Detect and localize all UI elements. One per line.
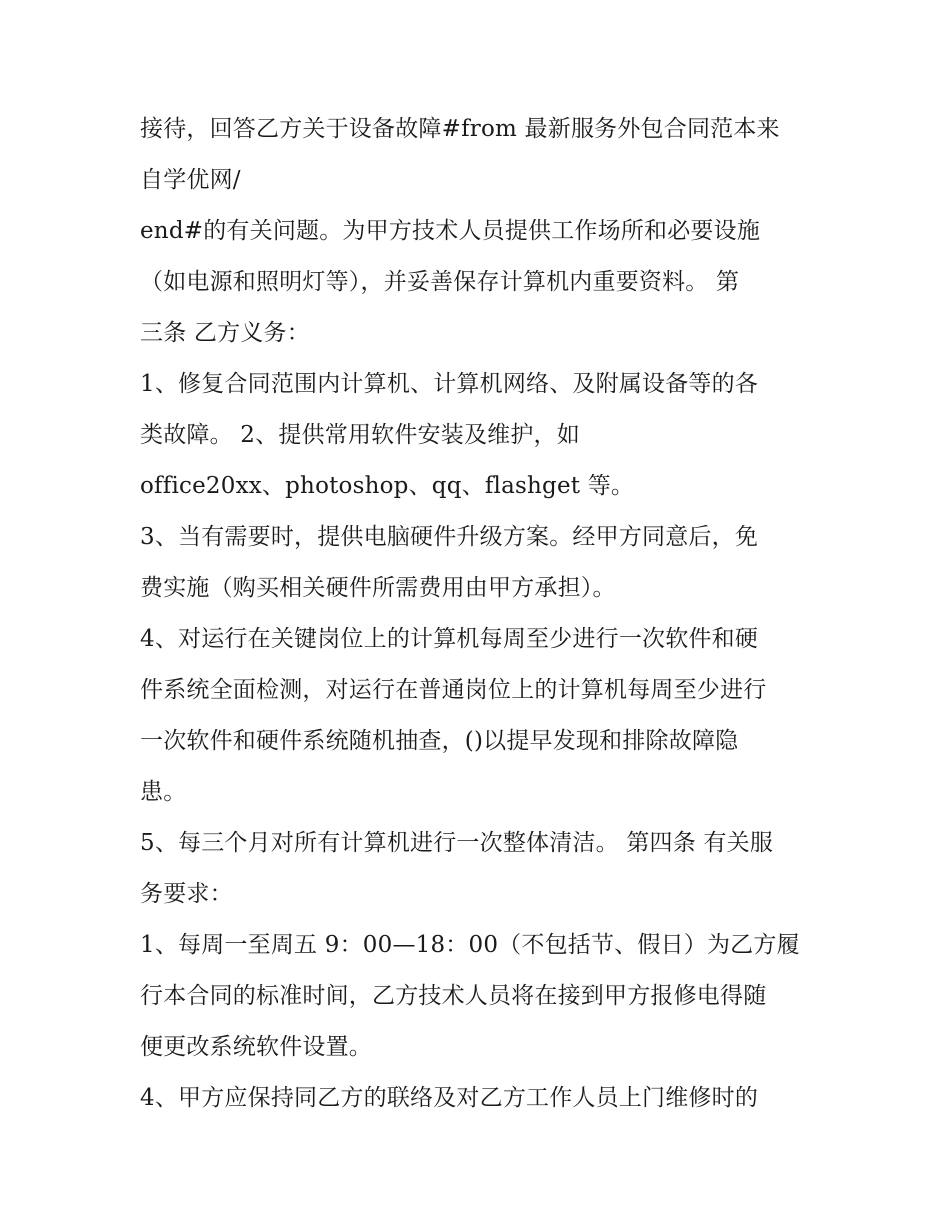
document-body <box>140 104 820 1124</box>
text-line: 一次软件和硬件系统随机抽查，()以提早发现和排除故障隐 <box>140 728 739 754</box>
text-line: 务要求： <box>140 881 233 907</box>
text-line: 件系统全面检测，对运行在普通岗位上的计算机每周至少进行 <box>140 677 767 703</box>
text-line: 1、修复合同范围内计算机、计算机网络、及附属设备等的各 <box>140 371 759 397</box>
text-line: 便更改系统软件设置。 <box>140 1034 372 1060</box>
text-line: 4、对运行在关键岗位上的计算机每周至少进行一次软件和硬 <box>140 626 759 652</box>
text-line: 4、甲方应保持同乙方的联络及对乙方工作人员上门维修时的 <box>140 1085 759 1111</box>
text-line: 类故障。 2、提供常用软件安装及维护，如 <box>140 422 580 448</box>
text-line: 接待，回答乙方关于设备故障#from 最新服务外包合同范本来 <box>140 116 780 142</box>
text-line: end#的有关问题。为甲方技术人员提供工作场所和必要设施 <box>140 218 761 244</box>
text-line: 5、每三个月对所有计算机进行一次整体清洁。 第四条 有关服 <box>140 830 774 856</box>
text-line: 患。 <box>140 779 187 805</box>
text-line: 自学优网/ <box>140 167 241 193</box>
text-line: office20xx、photoshop、qq、flashget 等。 <box>140 473 635 499</box>
text-line: （如电源和照明灯等），并妥善保存计算机内重要资料。 第 <box>140 269 740 295</box>
text-line: 行本合同的标准时间，乙方技术人员将在接到甲方报修电得随 <box>140 983 767 1009</box>
text-line: 1、每周一至周五 9：00—18：00（不包括节、假日）为乙方履 <box>140 932 800 958</box>
text-line: 3、当有需要时，提供电脑硬件升级方案。经甲方同意后，免 <box>140 524 759 550</box>
text-line: 费实施（购买相关硬件所需费用由甲方承担）。 <box>140 575 616 601</box>
text-line: 三条 乙方义务： <box>140 320 310 346</box>
